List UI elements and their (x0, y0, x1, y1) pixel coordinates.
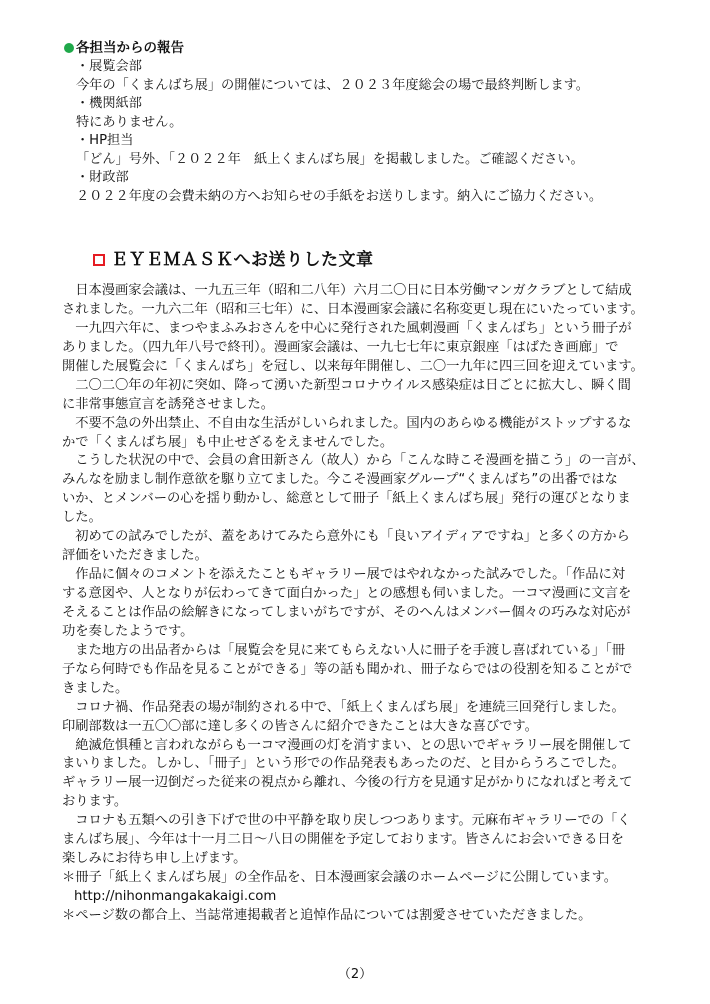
article-line: おります。 (62, 794, 128, 810)
article-line: いか、とメンバーの心を揺り動かし、総意として冊子「紙上くまんばち展」発行の運びとなりま (62, 491, 631, 507)
article-line: 絶滅危惧種と言われながらも一コマ漫画の灯を消すまい、との思いでギャラリー展を開催して (62, 737, 632, 753)
green-bullet-icon (64, 43, 74, 53)
reports-heading-text: 各担当からの報告 (76, 40, 184, 56)
report-body-exhibition: 今年の「くまんばち展」の開催については、２０２３年度総会の場で最終判断します。 (76, 77, 589, 93)
article-line: ＊冊子「紙上くまんばち展」の全作品を、日本漫画家会議のホームページに公開しています。 (62, 870, 618, 886)
article-line: 子なら何時でも作品を見ることができる」等の話も聞かれ、冊子ならではの役割を知ることがで (62, 661, 633, 677)
report-label-bulletin: ・機関紙部 (76, 96, 142, 111)
article-line: みんなを励まし制作意欲を駆り立てました。今こそ漫画家グループ“くまんばち”の出番ではな (62, 472, 618, 488)
article-body (62, 282, 662, 926)
article-line: 印刷部数は一五〇〇部に達し多くの皆さんに紹介できたことは大きな喜びです。 (62, 718, 538, 734)
report-body-finance: ２０２２年度の会費未納の方へお知らせの手紙をお送りします。納入にご協力ください。 (76, 188, 603, 204)
article-line: した。 (62, 510, 102, 526)
article-line: かで「くまんばち展」も中止せざるをえませんでした。 (62, 434, 394, 450)
report-label-hp: ・HP担当 (76, 133, 134, 148)
article-line: 二〇二〇年の年初に突如、降って湧いた新型コロナウイルス感染症は日ごとに拡大し、瞬く間 (62, 377, 631, 393)
article-line: そえることは作品の絵解きになってしまいがちですが、そのへんはメンバー個々の巧みな対応が (62, 604, 631, 620)
red-square-icon (93, 254, 105, 266)
reports-section (64, 38, 664, 206)
article-line: まんばち展」、今年は十一月二日～八日の開催を予定しております。皆さんにお会いできる日を (62, 832, 624, 848)
article-line: 初めての試みでしたが、蓋をあけてみたら意外にも「良いアイディアですね」と多くの方から (62, 529, 630, 545)
article-line: きました。 (62, 680, 129, 696)
article-line: されました。一九六二年（昭和三七年）に、日本漫画家会議に名称変更し現在にいたっています。 (62, 301, 644, 317)
report-label-exhibition: ・展覧会部 (76, 59, 142, 74)
report-body-bulletin: 特にありません。 (76, 114, 183, 130)
article-line: 不要不急の外出禁止、不自由な生活がしいられました。国内のあらゆる機能がストップするな (62, 415, 632, 431)
article-line: 作品に個々のコメントを添えたこともギャラリー展ではやれなかった試みでした。「作品に対 (62, 567, 625, 583)
article-line: こうした状況の中で、会員の倉田新さん（故人）から「こんな時こそ漫画を描こう」の一言が、 (62, 453, 645, 469)
article-title-text: ＥＹＥＭＡＳＫへお送りした文章 (111, 250, 374, 270)
article-line: コロナ禍、作品発表の場が制約される中で、「紙上くまんばち展」を連続三回発行しました。 (62, 699, 625, 715)
article-line: 評価をいただきました。 (62, 548, 208, 564)
report-label-finance: ・財政部 (76, 170, 129, 185)
article-line: 一九四六年に、まつやまふみおさんを中心に発行された風刺漫画「くまんばち」という冊子が (62, 320, 632, 336)
article-line: ＊ページ数の都合上、当誌常連掲載者と追悼作品については割愛させていただきました。 (62, 907, 592, 923)
article-title (93, 248, 374, 272)
article-line: まいりました。しかし、「冊子」という形での作品発表もあったのだ、と目からうろこでした。 (62, 756, 625, 772)
reports-heading (64, 38, 664, 58)
homepage-url-link[interactable]: http://nihonmangakakaigi.com (74, 889, 277, 904)
report-body-hp: 「どん」号外、「２０２２年 紙上くまんばち展」を掲載しました。ご確認ください。 (76, 151, 584, 167)
article-line: コロナも五類への引き下げで世の中平静を取り戻しつつあります。元麻布ギャラリーでの「く (62, 813, 631, 829)
page-number: （2） (337, 967, 373, 982)
article-line: に非常事態宣言を誘発させました。 (62, 396, 274, 412)
article-line: ありました。（四九年八号で終刊）。漫画家会議は、一九七七年に東京銀座「はばたき画廊」で (62, 339, 619, 355)
article-line: する意図や、人となりが伝わってきて面白かった」との感想も伺いました。一コマ漫画に文言を (62, 586, 632, 601)
article-line: 日本漫画家会議は、一九五三年（昭和二八年）六月二〇日に日本労働マンガクラブとして結成 (62, 283, 632, 298)
article-line: 楽しみにお待ち申し上げます。 (62, 851, 247, 867)
article-line: また地方の出品者からは「展覧会を見に来てもらえない人に冊子を手渡し喜ばれている」「冊 (62, 642, 625, 658)
article-line: 功を奏したようです。 (62, 623, 194, 639)
article-line: 開催した展覧会に「くまんばち」を冠し、以来毎年開催し、二〇一九年に四三回を迎えています。 (62, 358, 644, 374)
article-line: ギャラリー展一辺倒だった従来の視点から離れ、今後の行方を見通す足がかりになればと考えて (62, 775, 633, 791)
